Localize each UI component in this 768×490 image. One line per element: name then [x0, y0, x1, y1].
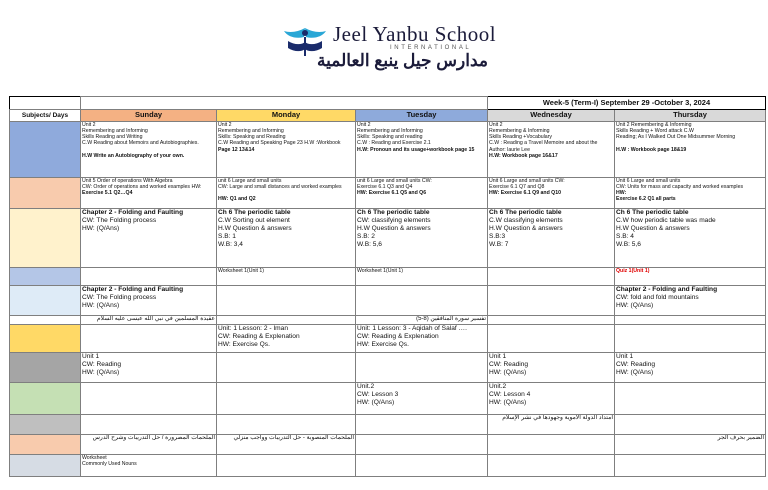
- lesson-cell-monday: [217, 435, 356, 455]
- school-header: [0, 0, 768, 95]
- lesson-line: Author: laurie Lee: [489, 146, 530, 153]
- lesson-line: HW: Exercise 6.1 Q9 and Q10: [489, 190, 561, 197]
- day-header-thursday: Thursday: [615, 110, 766, 122]
- lesson-cell-tuesday: [356, 178, 488, 209]
- lesson-cell-sunday: [81, 268, 217, 286]
- lesson-cell-monday: [217, 383, 356, 415]
- lesson-line: Page 12 13&14: [218, 146, 255, 153]
- lesson-cell-thursday: [615, 383, 766, 415]
- lesson-cell-sunday: [81, 209, 217, 268]
- lesson-line: C.W : Reading a Travel Memoire and about the: [489, 140, 598, 147]
- lesson-line: Unit.2: [489, 383, 507, 390]
- subject-row: [10, 383, 766, 415]
- lesson-cell-thursday: [615, 122, 766, 178]
- lesson-line: Remembering and Informing: [218, 128, 284, 135]
- lesson-line: Exercise 6.2 Q1 all parts: [616, 196, 676, 203]
- lesson-cell-wednesday: [488, 209, 615, 268]
- days-header-row: [10, 110, 766, 122]
- lesson-line: H.W: Pronoun and its usage+workbook page 15: [357, 146, 475, 153]
- lesson-cell-sunday: [81, 286, 217, 316]
- lesson-line: CW: Order of operations and worked examples HW:: [82, 184, 202, 191]
- lesson-line: HW: (Q/Ans): [489, 368, 527, 376]
- subject-row: [10, 415, 766, 435]
- lesson-line: CW: The Folding process: [82, 216, 157, 224]
- lesson-cell-wednesday: [488, 415, 615, 435]
- lesson-line: W.B: 5,6: [357, 240, 382, 248]
- lesson-line: S.B: 1: [218, 232, 236, 240]
- day-header-tuesday: Tuesday: [356, 110, 488, 122]
- lesson-line: HW: Exercise Qs.: [218, 340, 270, 348]
- lesson-cell-monday: [217, 286, 356, 316]
- lesson-cell-sunday: [81, 316, 217, 325]
- lesson-line: Unit 2: [82, 122, 96, 128]
- lesson-line: Remembering and Informing: [82, 128, 148, 135]
- lesson-line: تفسير سورة المنافقين (8-5): [416, 316, 486, 322]
- lesson-line: Unit 6 Large and small units: [616, 178, 681, 184]
- lesson-line: HW:: [616, 190, 627, 197]
- subject-color-swatch: [10, 316, 81, 325]
- lesson-line: Unit 5 Order of operations With Algebra: [82, 178, 173, 184]
- lesson-line: CW: Reading & Explenation: [218, 332, 300, 340]
- subject-row: [10, 268, 766, 286]
- lesson-line: H.W: Workbook page 16&17: [489, 152, 558, 159]
- lesson-line: CW: The Folding process: [82, 293, 157, 301]
- subject-color-swatch: [10, 286, 81, 316]
- lesson-cell-wednesday: [488, 383, 615, 415]
- lesson-line: Worksheet: [82, 455, 107, 461]
- lesson-cell-sunday: [81, 455, 217, 477]
- lesson-line: H.W Write an Autobiography of your own.: [82, 152, 185, 159]
- lesson-line: CW: Lesson 4: [489, 390, 531, 398]
- lesson-cell-wednesday: [488, 178, 615, 209]
- lesson-line: امتداد الدولة الأموية وجهودها في نشر الإسلام: [502, 415, 613, 421]
- lesson-line: S.B: 2: [357, 232, 375, 240]
- lesson-line: Skills Reading +Vocabulary: [489, 134, 553, 141]
- lesson-line: Skills Reading and Writing: [82, 134, 143, 141]
- lesson-line: Quiz 1(Unit 1): [616, 268, 650, 274]
- lesson-cell-wednesday: [488, 435, 615, 455]
- lesson-line: Unit 2: [489, 122, 503, 128]
- lesson-line: Unit.2: [357, 383, 375, 390]
- lesson-cell-sunday: [81, 435, 217, 455]
- lesson-line: C.W how periodic table was made: [616, 216, 716, 224]
- lesson-cell-tuesday: [356, 286, 488, 316]
- lesson-line: Ch 6 The periodic table: [357, 209, 430, 216]
- lesson-cell-monday: [217, 209, 356, 268]
- lesson-cell-wednesday: [488, 325, 615, 353]
- subject-row: [10, 325, 766, 353]
- lesson-line: Worksheet 1(Unit 1): [218, 268, 265, 274]
- lesson-line: W.B: 3,4: [218, 240, 243, 248]
- lesson-line: S.B:3: [489, 232, 506, 240]
- lesson-line: H.W Question & answers: [218, 224, 292, 232]
- lesson-cell-monday: [217, 325, 356, 353]
- lesson-line: C.W Reading about Memoirs and Autobiographies.: [82, 140, 199, 147]
- subject-color-swatch: [10, 268, 81, 286]
- lesson-line: CW: Lesson 3: [357, 390, 399, 398]
- lesson-line: C.W Reading and Speaking Page 23 H.W :Workbook: [218, 140, 341, 147]
- school-name-ar: مدارس جيل ينبع العالمية: [317, 51, 488, 70]
- lesson-line: HW: (Q/Ans): [616, 301, 654, 309]
- subject-color-swatch: [10, 122, 81, 178]
- lesson-line: Worksheet 1(Unit 1): [357, 268, 404, 274]
- subject-row: [10, 353, 766, 383]
- lesson-cell-thursday: [615, 325, 766, 353]
- lesson-cell-wednesday: [488, 353, 615, 383]
- lesson-cell-tuesday: [356, 316, 488, 325]
- lesson-line: Ch 6 The periodic table: [616, 209, 689, 216]
- lesson-line: الملحمات المنصوبة - حل التدريبات وواجب منزلي: [233, 435, 354, 441]
- lesson-line: Chapter 2 - Folding and Faulting: [616, 286, 718, 293]
- lesson-line: Skills Reading + Word attack C.W: [616, 128, 694, 135]
- day-header-sunday: Sunday: [81, 110, 217, 122]
- lesson-cell-monday: [217, 268, 356, 286]
- subject-color-swatch: [10, 435, 81, 455]
- lesson-cell-wednesday: [488, 268, 615, 286]
- lesson-line: W.B: 7: [489, 240, 509, 248]
- lesson-line: HW: (Q/Ans): [82, 301, 120, 309]
- lesson-line: Unit 1: [489, 353, 507, 360]
- lesson-cell-thursday: [615, 316, 766, 325]
- lesson-line: unit 6 Large and small units: [218, 178, 282, 184]
- lesson-line: Skills: Speaking and reading: [357, 134, 423, 141]
- lesson-cell-tuesday: [356, 268, 488, 286]
- subjects-days-header: Subjects/ Days: [10, 110, 81, 122]
- lesson-line: Commonly Used Nouns: [82, 461, 137, 468]
- subject-row: [10, 455, 766, 477]
- subject-row: [10, 209, 766, 268]
- lesson-cell-wednesday: [488, 286, 615, 316]
- lesson-line: CW: Reading & Explenation: [357, 332, 439, 340]
- lesson-cell-monday: [217, 122, 356, 178]
- lesson-cell-monday: [217, 178, 356, 209]
- subject-row: [10, 435, 766, 455]
- school-name-sub: INTERNATIONAL: [390, 45, 472, 51]
- day-header-wednesday: Wednesday: [488, 110, 615, 122]
- subject-color-swatch: [10, 353, 81, 383]
- lesson-cell-monday: [217, 415, 356, 435]
- lesson-cell-thursday: [615, 435, 766, 455]
- lesson-cell-tuesday: [356, 325, 488, 353]
- lesson-cell-tuesday: [356, 383, 488, 415]
- lesson-line: HW: Q1 and Q2: [218, 196, 256, 203]
- subject-color-swatch: [10, 325, 81, 353]
- lesson-cell-monday: [217, 316, 356, 325]
- lesson-cell-tuesday: [356, 353, 488, 383]
- lesson-line: Ch 6 The periodic table: [489, 209, 562, 216]
- lesson-line: Unit 1: [616, 353, 634, 360]
- lesson-cell-sunday: [81, 353, 217, 383]
- lesson-line: Unit 2: [218, 122, 232, 128]
- lesson-line: W.B: 5,6: [616, 240, 641, 248]
- lesson-line: C.W classifying elements: [489, 216, 563, 224]
- lesson-cell-monday: [217, 353, 356, 383]
- lesson-line: Remembering and Informing: [357, 128, 423, 135]
- lesson-line: Chapter 2 - Folding and Faulting: [82, 209, 184, 216]
- lesson-line: Unit 2 Remembering & Informing: [616, 122, 692, 128]
- lesson-cell-thursday: [615, 353, 766, 383]
- lesson-line: CW: Large and small distances and worked examples: [218, 184, 342, 191]
- lesson-line: H.W Question & answers: [357, 224, 431, 232]
- week-row: [10, 97, 766, 110]
- lesson-cell-tuesday: [356, 415, 488, 435]
- subject-color-swatch: [10, 209, 81, 268]
- lesson-line: Exercise 6.1 Q3 and Q4: [357, 184, 413, 191]
- lesson-cell-tuesday: [356, 455, 488, 477]
- week-title: Week-5 (Term-I) September 29 -October 3, 2024: [488, 97, 766, 110]
- lesson-cell-sunday: [81, 122, 217, 178]
- lesson-cell-wednesday: [488, 455, 615, 477]
- weekly-schedule-table: [9, 96, 766, 477]
- lesson-line: HW: (Q/Ans): [616, 368, 654, 376]
- lesson-cell-thursday: [615, 178, 766, 209]
- lesson-line: HW: Exercise Qs.: [357, 340, 409, 348]
- lesson-cell-thursday: [615, 455, 766, 477]
- lesson-line: Unit 6 Large and small units CW:: [489, 178, 565, 184]
- lesson-line: الملحمات المصرورة / حل التدريبات وشرح الدرس: [92, 435, 215, 441]
- day-header-monday: Monday: [217, 110, 356, 122]
- lesson-line: Reading; As I Walked Out One Midsummer Morning: [616, 134, 736, 141]
- lesson-line: unit 6 Large and small units CW:: [357, 178, 432, 184]
- lesson-line: الضمير بحرف الجر: [717, 435, 765, 441]
- lesson-cell-sunday: [81, 383, 217, 415]
- lesson-line: H.W Question & answers: [616, 224, 690, 232]
- lesson-line: HW: (Q/Ans): [357, 398, 395, 406]
- lesson-cell-tuesday: [356, 122, 488, 178]
- subject-row: [10, 316, 766, 325]
- lesson-cell-sunday: [81, 415, 217, 435]
- school-name-en: Jeel Yanbu School: [333, 22, 497, 46]
- subject-row: [10, 178, 766, 209]
- lesson-line: HW: (Q/Ans): [82, 368, 120, 376]
- lesson-line: CW: classifying elements: [357, 216, 431, 224]
- lesson-line: CW: Reading: [489, 360, 529, 368]
- subject-row: [10, 122, 766, 178]
- subject-color-swatch: [10, 178, 81, 209]
- lesson-cell-monday: [217, 455, 356, 477]
- subject-row: [10, 286, 766, 316]
- lesson-line: C.W : Reading and Exercise 2.1: [357, 140, 431, 147]
- lesson-cell-sunday: [81, 178, 217, 209]
- lesson-line: Unit: 1 Lesson: 2 - Iman: [218, 325, 289, 332]
- lesson-line: CW: Units for mass and capacity and worked examples: [616, 184, 744, 191]
- lesson-line: Unit: 1 Lesson: 3 - Aqidah of Salaf ….: [357, 325, 467, 332]
- lesson-cell-wednesday: [488, 316, 615, 325]
- lesson-cell-thursday: [615, 268, 766, 286]
- lesson-line: CW: Reading: [616, 360, 656, 368]
- lesson-cell-thursday: [615, 415, 766, 435]
- lesson-line: Exercise 6.1 Q7 and Q8: [489, 184, 545, 191]
- lesson-line: C.W Sorting out element: [218, 216, 290, 224]
- lesson-line: HW: (Q/Ans): [82, 224, 120, 232]
- lesson-cell-sunday: [81, 325, 217, 353]
- lesson-line: Exercise 5.1 Q2…Q4: [82, 190, 133, 197]
- lesson-line: Ch 6 The periodic table: [218, 209, 291, 216]
- lesson-line: H.W : Workbook page 18&19: [616, 146, 687, 153]
- lesson-line: Unit 2: [357, 122, 371, 128]
- lesson-line: CW: Reading: [82, 360, 122, 368]
- lesson-line: HW: (Q/Ans): [489, 398, 527, 406]
- lesson-line: Remembering & Informing: [489, 128, 550, 135]
- lesson-cell-tuesday: [356, 209, 488, 268]
- lesson-cell-tuesday: [356, 435, 488, 455]
- lesson-line: S.B: 4: [616, 232, 634, 240]
- subject-color-swatch: [10, 455, 81, 477]
- lesson-line: H.W Question & answers: [489, 224, 563, 232]
- subject-color-swatch: [10, 383, 81, 415]
- subject-color-swatch: [10, 415, 81, 435]
- lesson-cell-wednesday: [488, 122, 615, 178]
- lesson-line: Skills: Speaking and Reading: [218, 134, 286, 141]
- lesson-line: CW: fold and fold mountains: [616, 293, 699, 301]
- lesson-line: Chapter 2 - Folding and Faulting: [82, 286, 184, 293]
- lesson-cell-thursday: [615, 209, 766, 268]
- lesson-line: HW: Exercise 6.1 Q5 and Q6: [357, 190, 427, 197]
- lesson-cell-thursday: [615, 286, 766, 316]
- lesson-line: Unit 1: [82, 353, 100, 360]
- lesson-line: عقيدة المسلمين في نبي الله عيسى عليه السلام: [96, 316, 215, 322]
